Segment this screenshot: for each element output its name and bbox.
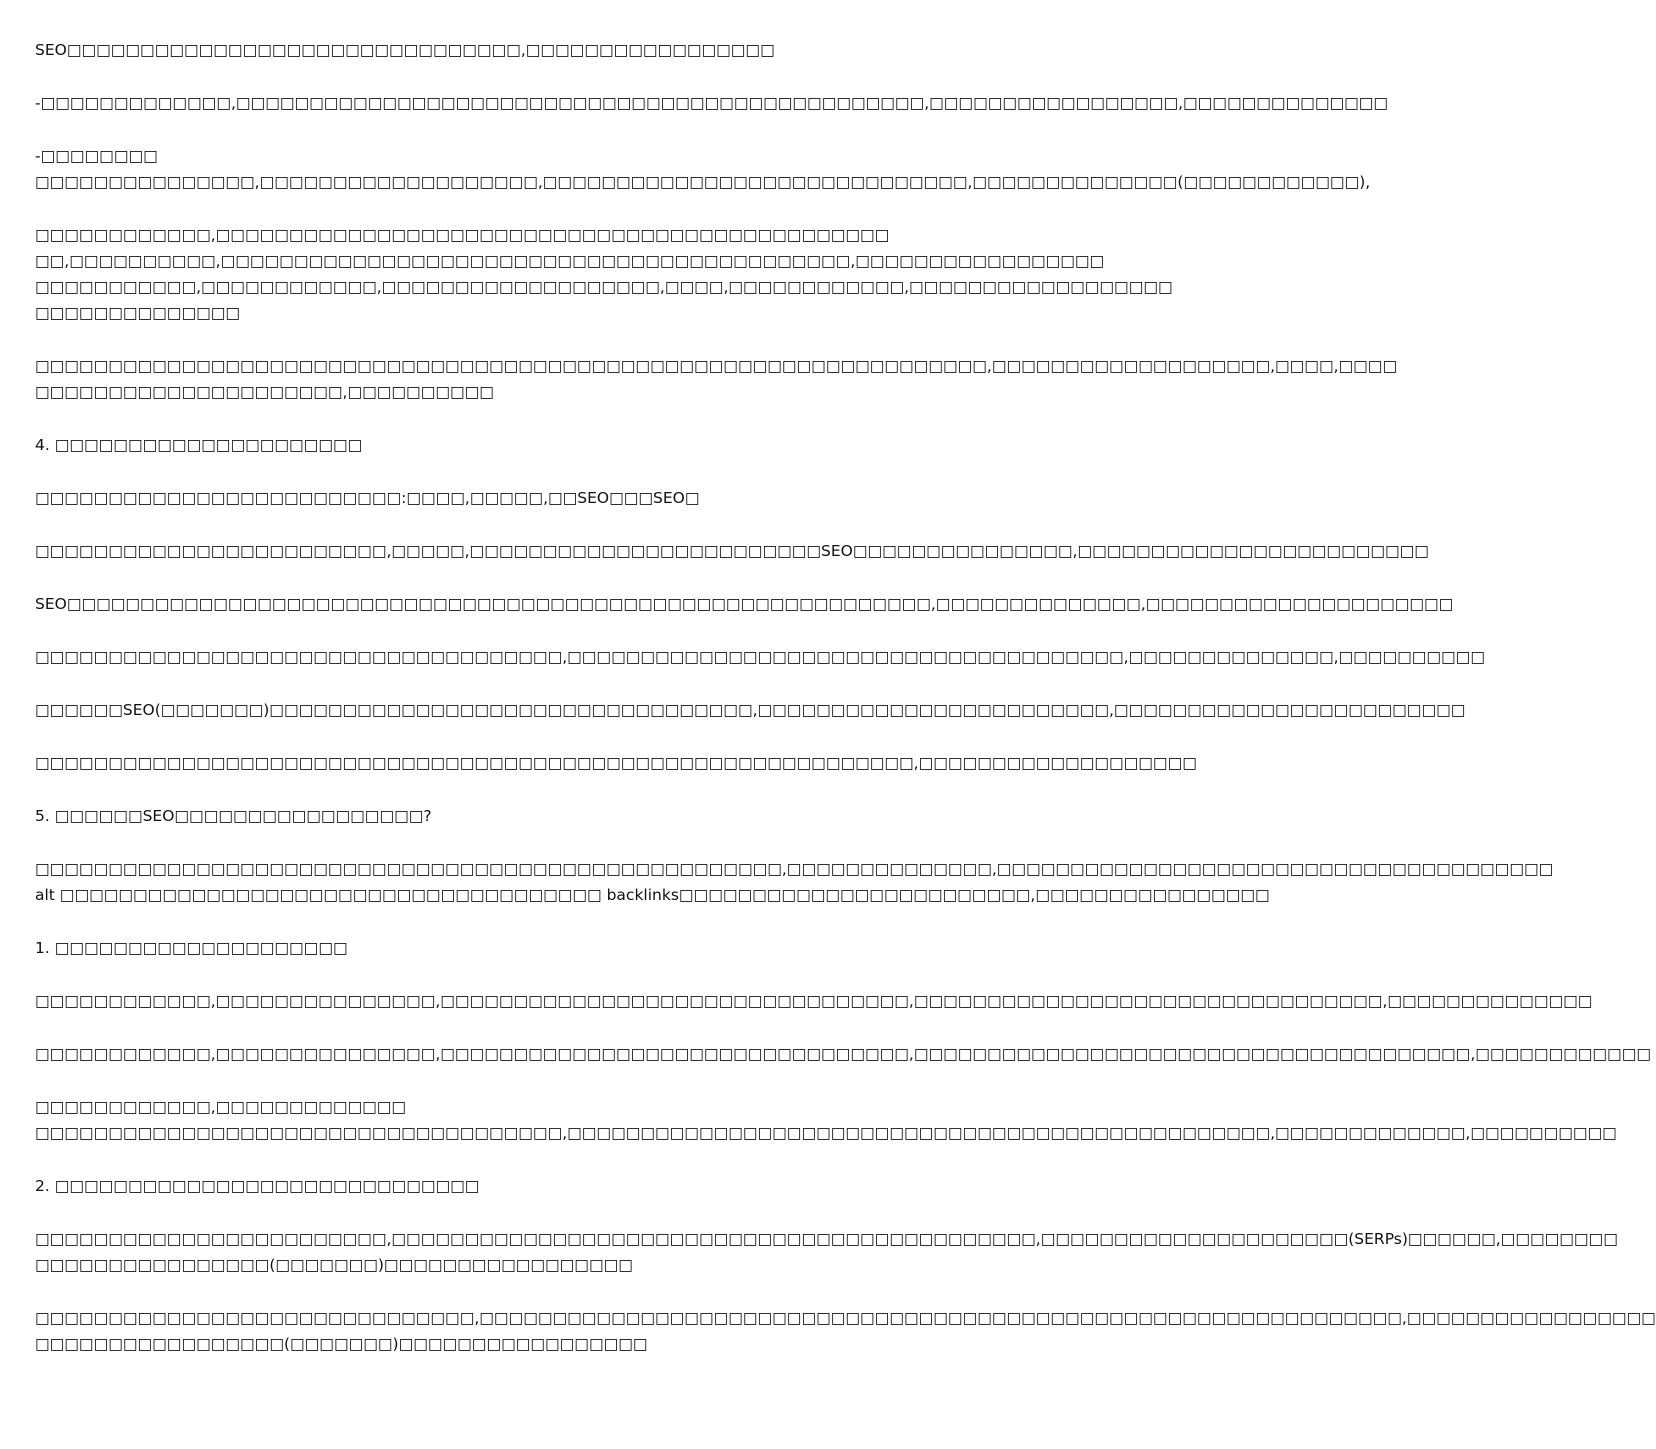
paragraph [35,856,1554,908]
text-line: 4. □□□□□□□□□□□□□□□□□□□□□ [35,436,363,454]
text-line: □□□□□□□□□□□□□□ [35,304,241,322]
text-line: □□□□□□□□□□□□□□□□□□□□□□□□□□□□□□□□□□□□□□□□□□□□□□□□□□□□□□□□□□□□,□□□□□□□□□□□□□□□□□□□ [35,754,1197,772]
paragraph [35,485,990,511]
text-line: □□□□□□□□□□□□□□□□□□□□□,□□□□□□□□□□ [35,383,494,401]
paragraph [35,803,990,829]
paragraph [35,988,1593,1014]
text-line: □□□□□□□□□□□□□□□□□□□□□□□□□□□□□□□□□□□□,□□□□□□□□□□□□□□□□□□□□□□□□□□□□□□□□□□□□□□□□□□□□□□□□,□□□□□□□□□□□□□,□□□□□□□□□□ [35,1124,1617,1142]
text-line: □□□□□□□□□□□□□□□□□□□□□□□□□□□□□□□□□□□□□□□□□□□□□□□□□□□,□□□□□□□□□□□□□□,□□□□□□□□□□□□□□□□□□□□□□□□□□□□□□□□□□□□□□ [35,860,1554,878]
text-line: □□□□□□□□□□□□□□□□(□□□□□□□)□□□□□□□□□□□□□□□□□ [35,1256,633,1274]
text-line: □□□□□□□□□□□□□□□□□□□□□□□□□□□□□□□□□□□□□□□□□□□□□□□□□□□□□□□□□□□□□□□□□,□□□□□□□□□□□□□□□□□□□,□□□□,□□□□ [35,357,1398,375]
text-line: 1. □□□□□□□□□□□□□□□□□□□□ [35,939,348,957]
text-line: SEO□□□□□□□□□□□□□□□□□□□□□□□□□□□□□□□,□□□□□□□□□□□□□□□□□ [35,41,775,59]
text-line: □□□□□□□□□□□□,□□□□□□□□□□□□□□□,□□□□□□□□□□□□□□□□□□□□□□□□□□□□□□□□,□□□□□□□□□□□□□□□□□□□□□□□□□□□□□□□□,□□□□□□□□□□□□□□ [35,992,1593,1010]
text-line: □□□□□□□□□□□□□□□□□□□□□□□□□□□□□□□□□□□□,□□□□□□□□□□□□□□□□□□□□□□□□□□□□□□□□□□□□□□,□□□□□□□□□□□□□□,□□□□□□□□□□ [35,648,1485,666]
paragraph [35,1226,1618,1278]
text-line: □□□□□□□□□□□□□□□□□□□□□□□□□□□□□□,□□□□□□□□□□□□□□□□□□□□□□□□□□□□□□□□□□□□□□□□□□□□□□□□□□□□□□□□□□□□□□□,□□□□□□□□□□□□□□□□□ [35,1309,1656,1327]
paragraph [35,644,1485,670]
text-line: alt □□□□□□□□□□□□□□□□□□□□□□□□□□□□□□□□□□□□□ backlinks□□□□□□□□□□□□□□□□□□□□□□□□,□□□□□□□□□□□□□□□□ [35,886,1270,904]
paragraph [35,1094,1617,1146]
text-line: □□□□□□□□□□□□,□□□□□□□□□□□□□□□□□□□□□□□□□□□□□□□□□□□□□□□□□□□□□□ [35,226,890,244]
paragraph [35,1305,1656,1357]
paragraph [35,591,1454,617]
paragraph [35,37,990,63]
paragraph [35,935,990,961]
text-line: -□□□□□□□□ [35,147,158,165]
paragraph [35,750,1197,776]
text-line: □□□□□□□□□□□□,□□□□□□□□□□□□□□□,□□□□□□□□□□□□□□□□□□□□□□□□□□□□□□□□,□□□□□□□□□□□□□□□□□□□□□□□□□□□□□□□□□□□□□□,□□□□□□□□□□□□ [35,1045,1651,1063]
paragraph [35,222,1173,326]
text-line: □□□□□□□□□□□□□□□□□□□□□□□□□:□□□□,□□□□□,□□SEO□□□SEO□ [35,489,700,507]
text-line: SEO□□□□□□□□□□□□□□□□□□□□□□□□□□□□□□□□□□□□□□□□□□□□□□□□□□□□□□□□□□□,□□□□□□□□□□□□□□,□□□□□□□□□□□□□□□□□□□□□ [35,595,1454,613]
text-line: 2. □□□□□□□□□□□□□□□□□□□□□□□□□□□□□ [35,1177,480,1195]
paragraph [35,143,1371,195]
text-line: □□□□□□□□□□□□□□□□□(□□□□□□□)□□□□□□□□□□□□□□□□□ [35,1335,648,1353]
text-line: □□□□□□□□□□□,□□□□□□□□□□□□,□□□□□□□□□□□□□□□□□□□,□□□□,□□□□□□□□□□□□,□□□□□□□□□□□□□□□□□□ [35,278,1173,296]
paragraph [35,353,1398,405]
text-line: □□□□□□SEO(□□□□□□□)□□□□□□□□□□□□□□□□□□□□□□□□□□□□□□□□□,□□□□□□□□□□□□□□□□□□□□□□□□,□□□□□□□□□□□□□□□□□□□□□□□□ [35,701,1466,719]
text-line: 5. □□□□□□SEO□□□□□□□□□□□□□□□□□? [35,807,432,825]
text-line: □□□□□□□□□□□□,□□□□□□□□□□□□□ [35,1098,407,1116]
document-body [35,37,1656,1384]
text-line: -□□□□□□□□□□□□□,□□□□□□□□□□□□□□□□□□□□□□□□□□□□□□□□□□□□□□□□□□□□□□□,□□□□□□□□□□□□□□□□□,□□□□□□□□□□□□□□ [35,94,1389,112]
text-line: □□,□□□□□□□□□□,□□□□□□□□□□□□□□□□□□□□□□□□□□□□□□□□□□□□□□□□□□□,□□□□□□□□□□□□□□□□□ [35,252,1105,270]
paragraph [35,432,990,458]
paragraph [35,697,1466,723]
paragraph [35,538,1429,564]
paragraph [35,90,1389,116]
text-line: □□□□□□□□□□□□□□□□□□□□□□□□,□□□□□,□□□□□□□□□□□□□□□□□□□□□□□□SEO□□□□□□□□□□□□□□□,□□□□□□□□□□□□□□□□□□□□□□□□ [35,542,1429,560]
text-line: □□□□□□□□□□□□□□□□□□□□□□□□,□□□□□□□□□□□□□□□□□□□□□□□□□□□□□□□□□□□□□□□□□□□□,□□□□□□□□□□□□□□□□□□□□□(SERPs)□□□□□□,□□□□□□□□ [35,1230,1618,1248]
text-line: □□□□□□□□□□□□□□□,□□□□□□□□□□□□□□□□□□□,□□□□□□□□□□□□□□□□□□□□□□□□□□□□□,□□□□□□□□□□□□□□(□□□□□□□□□□□□), [35,173,1371,191]
paragraph [35,1041,1651,1067]
paragraph [35,1173,990,1199]
